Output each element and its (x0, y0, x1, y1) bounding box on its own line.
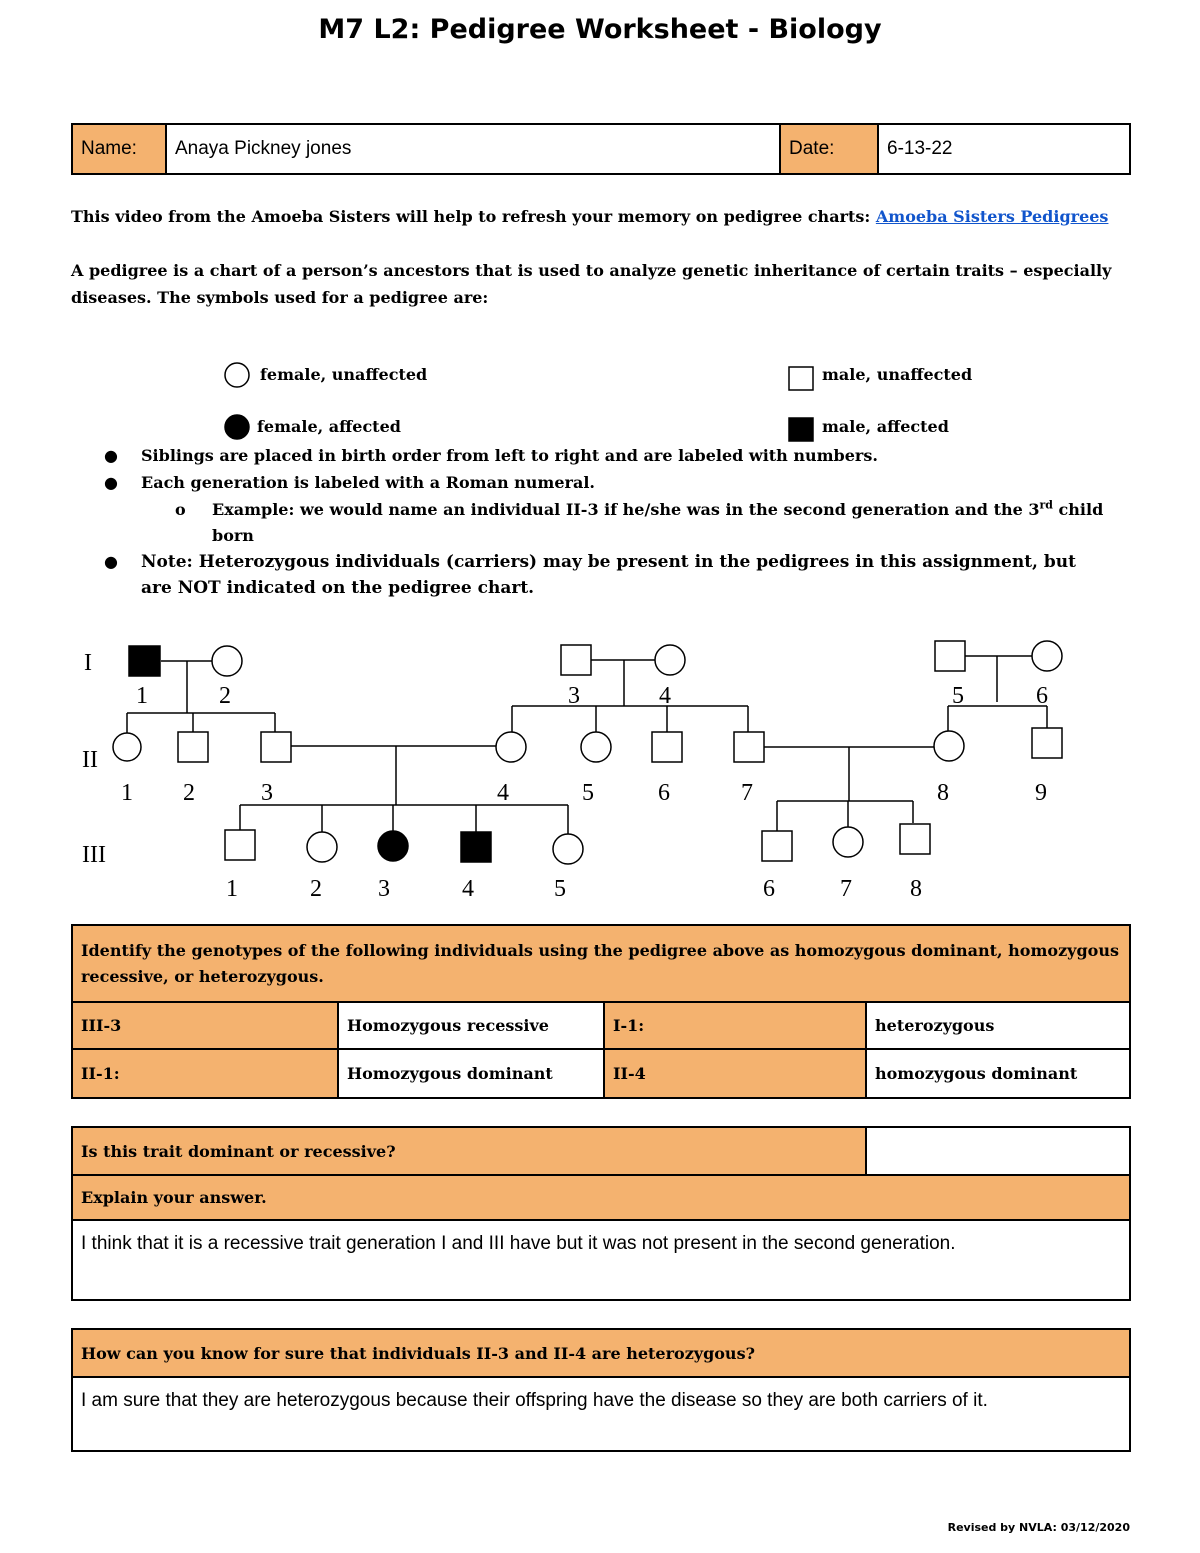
name-date-table (71, 123, 1131, 175)
label-III-1: 1 (226, 876, 238, 902)
label-III-4: 4 (462, 876, 474, 902)
label-II-2: 2 (183, 780, 195, 806)
genotype-answer-II-1[interactable]: Homozygous dominant (338, 1049, 604, 1098)
legend-female-affected: female, affected (257, 417, 401, 436)
legend-male-affected: male, affected (822, 417, 949, 436)
label-II-9: 9 (1035, 780, 1047, 806)
bullet-dot: ● (104, 552, 118, 571)
trait-table (71, 1126, 1131, 1301)
label-III-6: 6 (763, 876, 775, 902)
III-3-female-affected (378, 831, 408, 861)
II-9-male (1032, 728, 1062, 758)
label-III-5: 5 (554, 876, 566, 902)
legend-male-unaffected: male, unaffected (822, 365, 973, 384)
male-affected-icon (789, 418, 813, 441)
genotype-label-III-3: III-3 (72, 1002, 338, 1049)
label-II-5: 5 (582, 780, 594, 806)
I-2-female (212, 646, 242, 676)
bullet-dot: ● (104, 473, 118, 492)
video-text: This video from the Amoeba Sisters will help to refresh your memory on pedigree charts: (71, 207, 876, 226)
name-field[interactable]: Anaya Pickney jones (166, 124, 780, 174)
female-affected-icon (225, 415, 249, 439)
genotype-answer-II-4[interactable]: homozygous dominant (866, 1049, 1130, 1098)
II-6-male (652, 732, 682, 762)
genotype-answer-I-1[interactable]: heterozygous (866, 1002, 1130, 1049)
genotype-prompt: Identify the genotypes of the following individuals using the pedigree above as homozygous dominant, homozygous recessive, or heterozygous. (72, 925, 1130, 1002)
II-3-male (261, 732, 291, 762)
sub-bullet-marker: o (175, 500, 186, 519)
label-II-4: 4 (497, 780, 509, 806)
heterozygous-question: How can you know for sure that individuals II-3 and II-4 are heterozygous? (72, 1329, 1130, 1377)
I-5-male (935, 641, 965, 671)
video-paragraph (71, 203, 1141, 230)
label-II-3: 3 (261, 780, 273, 806)
label-II-6: 6 (658, 780, 670, 806)
pedigree-chart (0, 620, 1200, 910)
example-text: Example: we would name an individual II-3 if he/she was in the second generation and the 3 (212, 500, 1040, 519)
legend-female-unaffected: female, unaffected (260, 365, 428, 384)
II-8-female (934, 731, 964, 761)
label-I-2: 2 (219, 683, 231, 709)
II-7-male (734, 732, 764, 762)
label-III-7: 7 (840, 876, 852, 902)
label-III-8: 8 (910, 876, 922, 902)
label-I-1: 1 (136, 683, 148, 709)
label-I-3: 3 (568, 683, 580, 709)
bullet-example (212, 497, 1132, 549)
amoeba-sisters-link[interactable]: Amoeba Sisters Pedigrees (875, 207, 1109, 226)
bullet-siblings: Siblings are placed in birth order from left to right and are labeled with numbers. (141, 446, 878, 465)
male-unaffected-icon (789, 367, 813, 390)
III-5-female (553, 834, 583, 864)
date-label: Date: (780, 124, 878, 174)
genotype-table (71, 924, 1131, 1099)
female-unaffected-icon (225, 363, 249, 387)
label-III-2: 2 (310, 876, 322, 902)
label-III-3: 3 (378, 876, 390, 902)
bullet-note: Note: Heterozygous individuals (carriers) may be present in the pedigrees in this assignment, but are NOT indicated on the pedigree chart. (141, 552, 1076, 598)
date-field[interactable]: 6-13-22 (878, 124, 1130, 174)
gen-I-label: I (84, 650, 92, 676)
genotype-label-II-4: II-4 (604, 1049, 866, 1098)
gen-III-label: III (82, 842, 106, 868)
I-1-male-affected (129, 646, 160, 676)
III-2-female (307, 832, 337, 862)
definition-paragraph: A pedigree is a chart of a person’s ancestors that is used to analyze genetic inheritance of certain traits – especially diseases. The symbols used for a pedigree are: (71, 261, 1112, 307)
III-1-male (225, 830, 255, 860)
III-4-male-affected (461, 832, 491, 862)
label-II-1: 1 (121, 780, 133, 806)
genotype-answer-III-3[interactable]: Homozygous recessive (338, 1002, 604, 1049)
genotype-label-I-1: I-1: (604, 1002, 866, 1049)
label-I-4: 4 (659, 683, 671, 709)
legend-male-symbols (787, 365, 817, 445)
trait-question: Is this trait dominant or recessive? (72, 1127, 866, 1175)
bullet-generation: Each generation is labeled with a Roman numeral. (141, 473, 595, 492)
example-text-end: child born (212, 500, 1104, 545)
II-1-female (113, 733, 141, 761)
I-3-male (561, 645, 591, 675)
explain-answer-field[interactable]: I think that it is a recessive trait generation I and III have but it was not present in the second generation. (72, 1220, 1130, 1300)
legend-female-symbols (222, 362, 252, 446)
III-6-male (762, 831, 792, 861)
example-superscript: rd (1039, 498, 1053, 512)
revision-footer: Revised by NVLA: 03/12/2020 (947, 1521, 1130, 1534)
label-II-8: 8 (937, 780, 949, 806)
I-6-female (1032, 641, 1062, 671)
label-I-5: 5 (952, 683, 964, 709)
I-4-female (655, 645, 685, 675)
III-8-male (900, 824, 930, 854)
explain-label: Explain your answer. (72, 1175, 1130, 1220)
gen-II-label: II (82, 747, 98, 773)
label-I-6: 6 (1036, 683, 1048, 709)
heterozygous-table (71, 1328, 1131, 1452)
name-label: Name: (72, 124, 166, 174)
III-7-female (833, 827, 863, 857)
II-5-female (581, 732, 611, 762)
II-4-female (496, 732, 526, 762)
bullet-dot: ● (104, 446, 118, 465)
label-II-7: 7 (741, 780, 753, 806)
II-2-male (178, 732, 208, 762)
page-title: M7 L2: Pedigree Worksheet - Biology (318, 14, 882, 45)
trait-answer-field[interactable] (866, 1127, 1130, 1175)
heterozygous-answer-field[interactable]: I am sure that they are heterozygous because their offspring have the disease so they are both carriers of it. (72, 1377, 1130, 1451)
genotype-label-II-1: II-1: (72, 1049, 338, 1098)
